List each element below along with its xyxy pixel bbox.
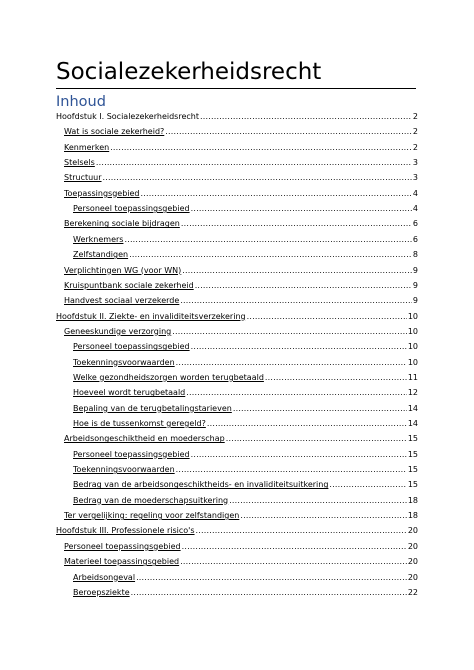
toc-entry-page-number: 10: [407, 357, 418, 367]
toc-entry-page-number: 9: [412, 265, 418, 275]
dot-leader: [226, 434, 407, 444]
toc-entry[interactable]: [73, 235, 418, 245]
toc-entry-page-number: 2: [412, 142, 418, 152]
toc-entry-title: Welke gezondheidszorgen worden terugbetaald: [73, 372, 264, 382]
dot-leader: [191, 342, 407, 352]
toc-entry[interactable]: [56, 312, 418, 322]
toc-entry-page-number: 9: [412, 296, 418, 306]
toc-entry[interactable]: [64, 281, 418, 291]
toc-entry-title: Verplichtingen WG (voor WN): [64, 265, 182, 275]
toc-entry-title: Kenmerken: [64, 142, 110, 152]
toc-entry-page-number: 12: [407, 388, 418, 398]
toc-entry-page-number: 18: [407, 495, 418, 505]
toc-entry-page-number: 22: [407, 587, 418, 597]
toc-entry-page-number: 14: [407, 403, 418, 413]
toc-entry-title: Arbeidsongeval: [73, 572, 136, 582]
toc-entry-title: Hoeveel wordt terugbetaald: [73, 388, 186, 398]
dot-leader: [265, 373, 407, 383]
toc-entry-page-number: 20: [407, 526, 418, 536]
toc-entry[interactable]: [73, 465, 418, 475]
toc-entry-page-number: 6: [412, 234, 418, 244]
toc-entry-title: Hoofdstuk I. Socialezekerheidsrecht: [56, 112, 199, 121]
toc-entry-page-number: 8: [412, 250, 418, 260]
toc-heading: Inhoud: [56, 94, 106, 110]
toc-entry-title: Beroepsziekte: [73, 587, 130, 597]
toc-entry-title: Stelsels: [64, 158, 95, 168]
toc-entry-title: Zelfstandigen: [73, 250, 129, 260]
document-title: Socialezekerheidsrecht: [56, 58, 416, 89]
dot-leader: [176, 358, 407, 368]
toc-entry-page-number: 18: [407, 511, 418, 521]
toc-entry-page-number: 15: [407, 480, 418, 490]
toc-entry-page-number: 3: [412, 173, 418, 183]
toc-entry-page-number: 6: [412, 219, 418, 229]
dot-leader: [200, 112, 412, 122]
toc-entry[interactable]: [73, 496, 418, 506]
dot-leader: [186, 388, 407, 398]
dot-leader: [329, 480, 406, 490]
toc-entry[interactable]: [64, 327, 418, 337]
toc-entry-page-number: 4: [412, 188, 418, 198]
toc-entry-title: Bepaling van de terugbetalingstarieven: [73, 403, 232, 413]
toc-entry-page-number: 20: [407, 572, 418, 582]
toc-entry-page-number: 2: [412, 112, 418, 121]
toc-entry-title: Berekening sociale bijdragen: [64, 219, 180, 229]
dot-leader: [191, 204, 412, 214]
toc-entry[interactable]: [64, 266, 418, 276]
toc-entry-title: Werknemers: [73, 234, 124, 244]
dot-leader: [182, 542, 407, 552]
toc-entry-page-number: 10: [407, 311, 418, 321]
toc-entry[interactable]: [64, 511, 418, 521]
toc-entry[interactable]: [64, 143, 418, 153]
dot-leader: [129, 250, 412, 260]
toc-entry-page-number: 14: [407, 419, 418, 428]
toc-entry-page-number: 4: [412, 204, 418, 214]
toc-entry[interactable]: [73, 588, 418, 598]
toc-entry-page-number: 15: [407, 434, 418, 444]
dot-leader: [141, 189, 412, 199]
toc-entry-title: Bedrag van de moederschapsuitkering: [73, 495, 229, 505]
dot-leader: [131, 588, 407, 598]
toc-entry[interactable]: [64, 173, 418, 183]
toc-entry[interactable]: [73, 404, 418, 414]
dot-leader: [96, 158, 412, 168]
toc-entry-title: Structuur: [64, 173, 102, 183]
toc-entry[interactable]: [73, 373, 418, 383]
toc-entry-page-number: 9: [412, 280, 418, 290]
dot-leader: [233, 404, 407, 414]
toc-entry[interactable]: [73, 388, 418, 398]
dot-leader: [195, 281, 412, 291]
toc-entry-title: Toekenningsvoorwaarden: [73, 357, 175, 367]
toc-entry-title: Materieel toepassingsgebied: [64, 557, 180, 567]
toc-entry-page-number: 20: [407, 541, 418, 551]
toc-entry-title: Geneeskundige verzorging: [64, 326, 172, 336]
toc-entry-page-number: 2: [412, 127, 418, 137]
toc-entry-page-number: 15: [407, 449, 418, 459]
toc-entry[interactable]: [73, 358, 418, 368]
toc-entry[interactable]: [73, 480, 418, 490]
toc-entry-title: Personeel toepassingsgebied: [73, 204, 190, 214]
dot-leader: [229, 496, 407, 506]
toc-entry-page-number: 3: [412, 158, 418, 168]
dot-leader: [191, 450, 407, 460]
dot-leader: [207, 419, 407, 429]
toc-entry-title: Toepassingsgebied: [64, 188, 140, 198]
toc-entry-title: Ter vergelijking: regeling voor zelfstandigen: [64, 511, 240, 521]
toc-entry[interactable]: [56, 526, 418, 536]
toc-entry[interactable]: [73, 450, 418, 460]
toc-entry-title: Bedrag van de arbeidsongeschiktheids- en invaliditeitsuitkering: [73, 480, 329, 490]
toc-entry-title: Wat is sociale zekerheid?: [64, 127, 165, 137]
toc-entry[interactable]: [64, 127, 418, 137]
dot-leader: [124, 235, 411, 245]
toc-entry[interactable]: [73, 250, 418, 260]
dot-leader: [240, 511, 406, 521]
toc-entry[interactable]: [64, 189, 418, 199]
toc-entry-title: Personeel toepassingsgebied: [73, 449, 190, 459]
toc-entry-title: Hoofdstuk III. Professionele risico's: [56, 526, 195, 536]
toc-entry[interactable]: [64, 158, 418, 168]
toc-entry[interactable]: [64, 557, 418, 567]
toc-entry-page-number: 10: [407, 342, 418, 352]
toc-entry-title: Personeel toepassingsgebied: [64, 541, 181, 551]
toc-entry[interactable]: [73, 419, 418, 429]
dot-leader: [180, 296, 412, 306]
dot-leader: [110, 143, 412, 153]
toc-entry-page-number: 15: [407, 465, 418, 475]
dot-leader: [103, 173, 412, 183]
dot-leader: [136, 573, 407, 583]
toc-entry-title: Hoe is de tussenkomst geregeld?: [73, 419, 206, 428]
toc-entry-title: Toekenningsvoorwaarden: [73, 465, 175, 475]
toc-entry-page-number: 10: [407, 326, 418, 336]
toc-entry-title: Handvest sociaal verzekerde: [64, 296, 180, 306]
toc-entry[interactable]: [73, 573, 418, 583]
toc-entry-page-number: 20: [407, 557, 418, 567]
toc-entry[interactable]: [73, 204, 418, 214]
toc-entry[interactable]: [56, 112, 418, 122]
toc-entry[interactable]: [64, 542, 418, 552]
toc-entry-title: Hoofdstuk II. Ziekte- en invaliditeitsverzekering: [56, 311, 246, 321]
dot-leader: [247, 312, 407, 322]
toc-entry-title: Personeel toepassingsgebied: [73, 342, 190, 352]
toc-entry[interactable]: [64, 296, 418, 306]
dot-leader: [180, 557, 407, 567]
toc-entry-title: Arbeidsongeschiktheid en moederschap: [64, 434, 225, 444]
toc-entry-title: Kruispuntbank sociale zekerheid: [64, 280, 194, 290]
toc-entry[interactable]: [64, 434, 418, 444]
toc-entry[interactable]: [64, 219, 418, 229]
dot-leader: [176, 465, 407, 475]
dot-leader: [196, 526, 407, 536]
dot-leader: [172, 327, 407, 337]
toc-entry[interactable]: [73, 342, 418, 352]
dot-leader: [181, 219, 412, 229]
dot-leader: [165, 127, 412, 137]
dot-leader: [182, 266, 412, 276]
toc-entry-page-number: 11: [407, 372, 418, 382]
